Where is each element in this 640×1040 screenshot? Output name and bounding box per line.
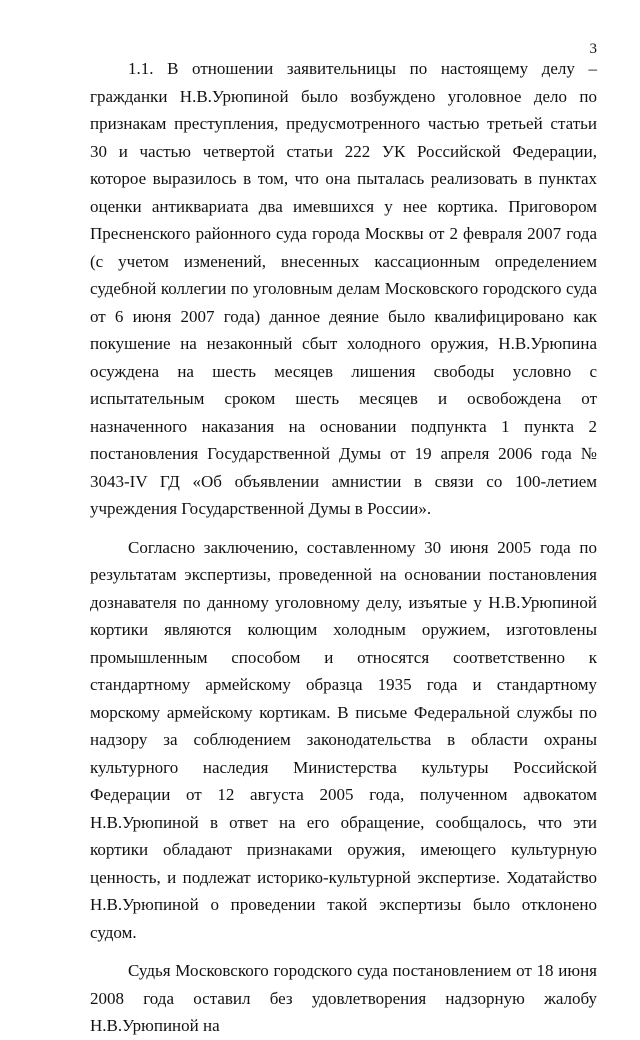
paragraph-1: 1.1. В отношении заявительницы по настоящему делу – гражданки Н.В.Урюпиной было возбуждено уголовное дело по признакам преступления, предусмотренного частью третьей статьи 30 и частью четвертой статьи 222 УК Российской Федерации, которое выразилось в том, что она пыталась реализовать в пунктах оценки антиквариата два имевшихся у нее кортика. Приговором Пресненского районного суда города Москвы от 2 февраля 2007 года (с учетом изменений, внесенных кассационным определением судебной коллегии по уголовным делам Московского городского суда от 6 июня 2007 года) данное деяние было квалифицировано как покушение на незаконный сбыт холодного оружия, Н.В.Урюпина осуждена на шесть месяцев лишения свободы условно с испытательным сроком шесть месяцев и освобождена от назначенного наказания на основании подпункта 1 пункта 2 постановления Государственной Думы от 19 апреля 2006 года № 3043-IV ГД «Об объявлении амнистии в связи со 100-летием учреждения Государственной Думы в России».	[90, 59, 597, 518]
document-body	[90, 55, 597, 1040]
page-number: 3	[589, 41, 597, 57]
paragraph-2: Согласно заключению, составленному 30 июня 2005 года по результатам экспертизы, проведенной на основании постановления дознавателя по данному уголовному делу, изъятые у Н.В.Урюпиной кортики являются колющим холодным оружием, изготовлены промышленным способом и относятся соответственно к стандартному армейскому образца 1935 года и стандартному морскому армейскому кортикам. В письме Федеральной службы по надзору за соблюдением законодательства в области охраны культурного наследия Министерства культуры Российской Федерации от 12 августа 2005 года, полученном адвокатом Н.В.Урюпиной в ответ на его обращение, сообщалось, что эти кортики обладают признаками оружия, имеющего культурную ценность, и подлежат историко-культурной экспертизе. Ходатайство Н.В.Урюпиной о проведении такой экспертизы было отклонено судом.	[90, 537, 597, 942]
paragraph-3: Судья Московского городского суда постановлением от 18 июня 2008 года оставил без удовлетворения надзорную жалобу Н.В.Урюпиной на	[90, 961, 597, 1035]
